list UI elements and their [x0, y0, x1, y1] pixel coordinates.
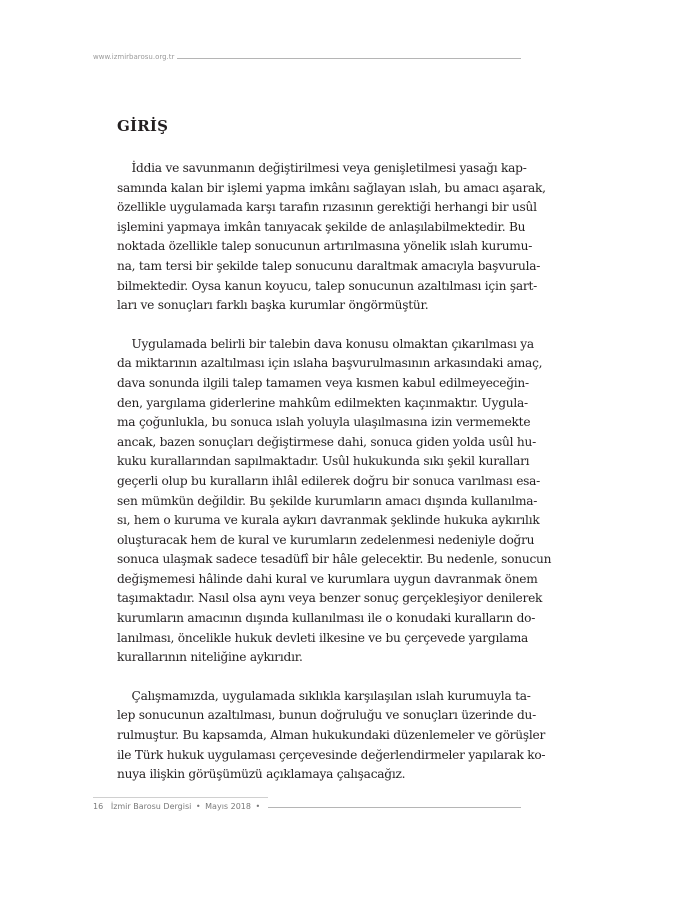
paragraph-line: da miktarının azaltılması için ıslaha başvurulmasının arkasındaki amaç,: [117, 356, 543, 371]
paragraph-line: lep sonucunun azaltılması, bunun doğruluğu ve sonuçları üzerinde du-: [117, 708, 536, 723]
issue-date: Mayıs 2018: [205, 802, 251, 811]
paragraph-line: dava sonunda ilgili talep tamamen veya kısmen kabul edilmeyeceğin-: [117, 375, 529, 390]
journal-name: İzmir Barosu Dergisi: [110, 802, 192, 811]
paragraph-line: den, yargılama giderlerine mahkûm edilmekten kaçınmaktır. Uygula-: [117, 395, 528, 410]
paragraph-line: sı, hem o kuruma ve kurala aykırı davranmak şeklinde hukuka aykırılık: [117, 513, 540, 528]
article-body: [117, 117, 552, 804]
paragraph-line: sonuca ulaşmak sadece tesadüfî bir hâle gelecektir. Bu nedenle, sonucun: [117, 552, 552, 567]
paragraph-container: [117, 159, 552, 785]
footer-rule: [268, 807, 521, 808]
paragraph-line: Çalışmamızda, uygulamada sıklıkla karşılaşılan ıslah kurumuyla ta-: [117, 688, 531, 703]
paragraph: [117, 687, 546, 785]
paragraph-line: ları ve sonuçları farklı başka kurumlar öngörmüştür.: [117, 298, 429, 313]
paragraph: [117, 335, 552, 668]
footer-end-bullet: •: [255, 802, 261, 811]
paragraph-line: noktada özellikle talep sonucunun artırılmasına yönelik ıslah kurumu-: [117, 239, 533, 254]
section-heading: GİRİŞ: [117, 117, 169, 135]
paragraph-line: oluşturacak hem de kural ve kurumların zedelenmesi nedeniyle doğru: [117, 532, 535, 547]
paragraph: [117, 159, 546, 316]
paragraph-line: ile Türk hukuk uygulaması çerçevesinde değerlendirmeler yapılarak ko-: [117, 747, 546, 762]
page-footer: [93, 801, 521, 813]
paragraph-line: sen mümkün değildir. Bu şekilde kurumların amacı dışında kullanılma-: [117, 493, 538, 508]
paragraph-line: işlemini yapmaya imkân tanıyacak şekilde de anlaşılabilmektedir. Bu: [117, 219, 526, 234]
footer-corner-rule: [93, 797, 268, 798]
paragraph-line: lanılması, öncelikle hukuk devleti ilkesine ve bu çerçevede yargılama: [117, 630, 529, 645]
paragraph-line: kurumların amacının dışında kullanılması ile o konudaki kuralların do-: [117, 611, 536, 626]
footer-text: [93, 801, 262, 813]
header-rule: [177, 58, 521, 59]
paragraph-line: özellikle uygulamada karşı tarafın rızasının gerektiği herhangi bir usûl: [117, 200, 537, 215]
page-header: [93, 52, 521, 64]
paragraph-line: değişmemesi hâlinde dahi kural ve kurumlara uygun davranmak önem: [117, 571, 538, 586]
header-url: www.izmirbarosu.org.tr: [93, 53, 175, 61]
paragraph-line: rulmuştur. Bu kapsamda, Alman hukukundaki düzenlemeler ve görüşler: [117, 728, 546, 743]
paragraph-line: samında kalan bir işlemi yapma imkânı sağlayan ıslah, bu amacı aşarak,: [117, 180, 546, 195]
paragraph-line: İddia ve savunmanın değiştirilmesi veya genişletilmesi yasağı kap-: [117, 161, 527, 175]
paragraph-line: bilmektedir. Oysa kanun koyucu, talep sonucunun azaltılması için şart-: [117, 278, 537, 293]
paragraph-line: ancak, bazen sonuçları değiştirmese dahi, sonuca giden yolda usûl hu-: [117, 434, 536, 449]
paragraph-line: Uygulamada belirli bir talebin dava konusu olmaktan çıkarılması ya: [117, 336, 534, 351]
paragraph-line: nuya ilişkin görüşümüzü açıklamaya çalışacağız.: [117, 767, 406, 782]
footer-bullet: •: [195, 802, 201, 811]
paragraph-line: ma çoğunlukla, bu sonuca ıslah yoluyla ulaşılmasına izin vermemekte: [117, 415, 531, 430]
paragraph-line: taşımaktadır. Nasıl olsa aynı veya benzer sonuç gerçekleşiyor denilerek: [117, 591, 543, 606]
paragraph-line: kuku kurallarından sapılmaktadır. Usûl hukukunda sıkı şekil kuralları: [117, 454, 530, 469]
paragraph-line: kurallarının niteliğine aykırıdır.: [117, 650, 303, 665]
paragraph-line: geçerli olup bu kuralların ihlâl edilerek doğru bir sonuca varılması esa-: [117, 473, 541, 488]
page-number: 16: [93, 802, 104, 811]
paragraph-line: na, tam tersi bir şekilde talep sonucunu daraltmak amacıyla başvurula-: [117, 258, 541, 273]
